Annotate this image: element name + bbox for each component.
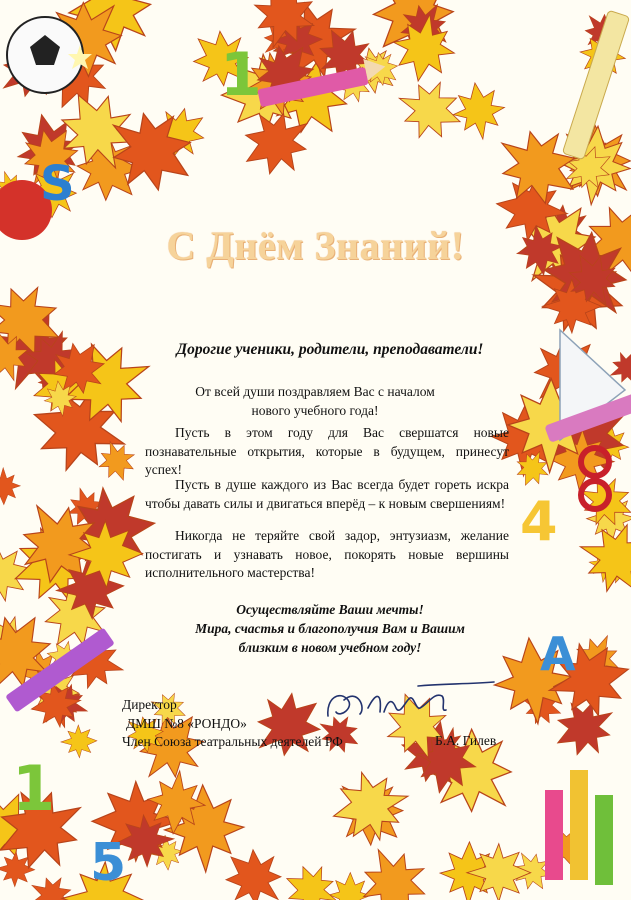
- signer-membership: Член Союза театральных деятелей РФ: [122, 734, 343, 749]
- page-title: С Днём Знаний!: [166, 223, 465, 268]
- paragraph-1: Пусть в этом году для Вас свершатся новые познавательные открытия, которые в будущем, принесут успех!: [145, 425, 509, 477]
- closing-line-3: близким в новом учебном году!: [238, 640, 422, 655]
- closing-line-1: Осуществляйте Ваши мечты!: [236, 602, 424, 617]
- letter-s-icon: S: [40, 156, 75, 212]
- congrats-line-2: нового учебного года!: [251, 403, 379, 418]
- closing-block: [120, 600, 540, 657]
- signature-block: [122, 696, 343, 752]
- signer-role: Директор: [122, 697, 177, 712]
- handwritten-signature: [318, 678, 498, 728]
- closing-line-2: Мира, счастья и благополучия Вам и Вашим: [195, 621, 465, 636]
- number-one-bottom-icon: 1: [12, 752, 56, 825]
- number-one-icon: 1: [220, 40, 262, 110]
- congrats-text: [140, 382, 490, 420]
- signer-school: ДМШ №8 «РОНДО»: [126, 715, 247, 731]
- letter-a-icon: A: [540, 627, 576, 681]
- paragraph-2: Пусть в душе каждого из Вас всегда будет гореть искра чтобы давать силы и двигаться вперёд – к новым свершениям!: [145, 477, 509, 511]
- letter-five-icon: 5: [90, 833, 127, 893]
- greeting-heading: Дорогие ученики, родители, преподаватели!: [176, 341, 484, 358]
- congrats-line-1: От всей души поздравляем Вас с началом: [195, 384, 435, 399]
- number-four-icon: 4: [520, 490, 558, 553]
- signer-name: Б.А. Гилев: [435, 733, 497, 748]
- paragraph-3: Никогда не теряйте свой задор, энтузиазм, желание постигать и узнавать новое, покорять новые вершины исполнительного мастерства!: [145, 528, 509, 580]
